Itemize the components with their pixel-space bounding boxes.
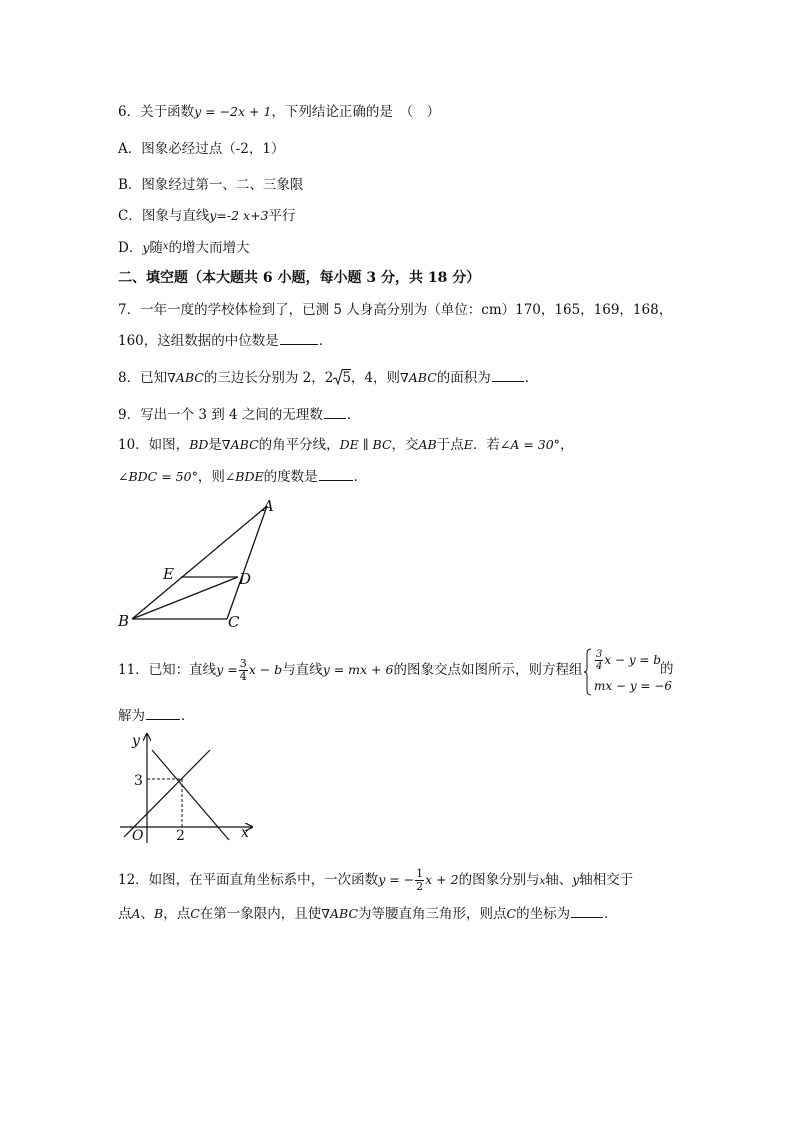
q11-sys-row1 bbox=[594, 649, 661, 672]
fig11-label-3: 3 bbox=[134, 773, 143, 789]
q12-x: x bbox=[539, 876, 546, 887]
q10-angle-a: ∠A = 30° bbox=[499, 437, 560, 452]
fig11-label-o: O bbox=[132, 828, 144, 844]
fig10-label-e: E bbox=[163, 565, 174, 583]
q6-option-a: A．图象必经过点（-2，1） bbox=[118, 141, 285, 157]
q10-line1 bbox=[118, 436, 573, 454]
q10-p1: 10．如图， bbox=[118, 437, 190, 453]
fig10-label-c: C bbox=[228, 613, 240, 631]
q12-frac-num: 1 bbox=[416, 867, 424, 880]
q9-answer-blank bbox=[324, 406, 346, 419]
q12-a: A bbox=[131, 906, 141, 921]
q6-option-c-prefix: C．图象与直线 bbox=[118, 208, 210, 224]
q11-sys-row1-rhs: x − y = b bbox=[604, 653, 661, 667]
q7-line2: 160，这组数据的中位数是 ． bbox=[118, 333, 333, 349]
q10-p2: 是 bbox=[208, 437, 222, 453]
q8-sqrt bbox=[333, 369, 351, 387]
sqrt-sign-icon bbox=[333, 369, 343, 385]
fig11-label-y: y bbox=[132, 733, 140, 749]
q8-stem: 8．已知∇ABC的三边长分别为 2，2 5，4，则∇ABC的面积为 ． bbox=[118, 370, 539, 386]
fig11-label-x: x bbox=[241, 825, 249, 841]
q10-p6: ．若 bbox=[472, 437, 500, 453]
q8-p3: ，4，则 bbox=[350, 370, 401, 386]
q10-p9: 的度数是 bbox=[263, 469, 318, 485]
q12-line2-p5: 为等腰直角三角形，则点 bbox=[358, 906, 507, 922]
q10-p7: ， bbox=[559, 437, 574, 453]
q12-y-rhs: x + 2 bbox=[425, 872, 459, 887]
q10-angle-bdc: ∠BDC = 50° bbox=[118, 469, 198, 484]
q12-p3: 轴、 bbox=[545, 872, 573, 888]
q9-stem: 9．写出一个 3 到 4 之间的无理数 ． bbox=[118, 407, 361, 423]
segment-bd bbox=[132, 577, 238, 619]
q12-y-lhs: y = − bbox=[378, 872, 415, 887]
q12-p1: 12．如图，在平面直角坐标系中，一次函数 bbox=[118, 872, 379, 888]
q8-p1: 8．已知 bbox=[118, 370, 168, 386]
q11-answer-blank bbox=[146, 707, 180, 720]
q11-figure bbox=[112, 730, 257, 848]
q6-option-b: B．图象经过第一、二、三象限 bbox=[118, 177, 304, 193]
q11-sys-row2: mx − y = −6 bbox=[594, 679, 672, 693]
q12-line2-p3: ，点 bbox=[163, 906, 191, 922]
q11-equation-system bbox=[584, 648, 672, 696]
left-brace-icon bbox=[584, 648, 592, 696]
q11-fraction bbox=[239, 658, 248, 683]
q10-answer-blank bbox=[319, 468, 353, 481]
q12-triangle: ∇ABC bbox=[321, 906, 359, 921]
q12-line2: 点A、B，点C在第一象限内，且使∇ABC为等腰直角三角形，则点C的坐标为 ． bbox=[118, 906, 618, 922]
q11-sys-frac-den: 4 bbox=[596, 661, 603, 672]
q10-line2: ∠BDC = 50°，则∠BDE的度数是 ． bbox=[118, 469, 368, 485]
q8-sqrt-value: 5 bbox=[342, 370, 351, 386]
fig11-label-2: 2 bbox=[176, 828, 185, 844]
q6-function: y = −2x + 1 bbox=[194, 104, 272, 119]
q7-line1: 7．一年一度的学校体检到了，已测 5 人身高分别为（单位：cm）170，165，169，168， bbox=[118, 302, 673, 318]
q11-y2: y = mx + 6 bbox=[322, 662, 394, 677]
q12-c: C bbox=[190, 906, 200, 921]
q8-p4: 的面积为 bbox=[436, 370, 491, 386]
q12-b: B bbox=[154, 906, 164, 921]
q11-frac-den: 4 bbox=[239, 670, 247, 683]
q6-option-d-x: x bbox=[162, 241, 169, 252]
q6-stem-prefix: 6．关于函数 bbox=[118, 104, 195, 120]
q10-p5: 于点 bbox=[436, 437, 464, 453]
q11-p3: 的图象交点如图所示，则方程组 bbox=[393, 662, 583, 678]
q12-p2: 的图象分别与 bbox=[458, 872, 540, 888]
q12-line1 bbox=[118, 868, 633, 893]
q6-option-c-expr: y=-2 x+3 bbox=[209, 208, 269, 223]
q6-option-c bbox=[118, 207, 296, 225]
q11-frac-num: 3 bbox=[239, 657, 247, 670]
q6-stem-suffix: ，下列结论正确的是 （ ） bbox=[271, 104, 441, 120]
q12-line2-p2: 、 bbox=[140, 906, 155, 922]
line-y1 bbox=[124, 750, 210, 837]
q10-angle-bde: ∠BDE bbox=[224, 469, 264, 484]
q12-answer-blank bbox=[571, 905, 603, 918]
fig10-label-b: B bbox=[118, 612, 130, 630]
q10-triangle: ∇ABC bbox=[221, 437, 259, 452]
q11-sys-fraction bbox=[595, 649, 603, 672]
section-2-heading: 二、填空题（本大题共 6 小题，每小题 3 分，共 18 分） bbox=[118, 270, 481, 286]
q11-p2: 与直线 bbox=[282, 662, 323, 678]
q6-option-d-prefix: D． bbox=[118, 240, 143, 256]
q12-frac-den: 2 bbox=[416, 880, 424, 893]
fig10-label-a: A bbox=[263, 497, 274, 515]
q11-line2: 解为 ． bbox=[118, 708, 195, 724]
q11-line1 bbox=[118, 658, 582, 683]
q12-fraction bbox=[415, 868, 424, 893]
q6-option-d bbox=[118, 238, 250, 257]
q12-line2-p1: 点 bbox=[118, 906, 132, 922]
q9-text: 9．写出一个 3 到 4 之间的无理数 bbox=[118, 407, 323, 423]
q11-sys-frac-num: 3 bbox=[596, 649, 603, 660]
q8-answer-blank bbox=[492, 369, 524, 382]
q12-y: y bbox=[572, 872, 580, 887]
q11-y1-lhs: y = bbox=[216, 662, 238, 677]
q10-de-bc: DE ∥ BC bbox=[339, 437, 392, 452]
q10-p8: ，则 bbox=[197, 469, 225, 485]
q11-y1-rhs: x − b bbox=[248, 662, 283, 677]
q8-p2: 的三边长分别为 2，2 bbox=[203, 370, 334, 386]
q10-p3: 的角平分线， bbox=[258, 437, 340, 453]
q12-line2-p6: 的坐标为 bbox=[516, 906, 571, 922]
q12-p4: 轴相交于 bbox=[579, 872, 634, 888]
q10-bd: BD bbox=[189, 437, 209, 452]
q6-option-d-suffix: 的增大而增大 bbox=[168, 240, 250, 256]
q11-p4: 的 bbox=[660, 661, 674, 677]
q10-figure bbox=[110, 495, 290, 635]
q10-ab: AB bbox=[418, 437, 437, 452]
fig10-label-d: D bbox=[239, 570, 252, 588]
q12-line2-p4: 在第一象限内，且使 bbox=[199, 906, 322, 922]
q6-option-d-y: y bbox=[142, 240, 150, 255]
q6-option-d-mid: 随 bbox=[149, 240, 163, 256]
q10-e: E bbox=[463, 437, 473, 452]
q7-answer-blank bbox=[280, 332, 318, 345]
q11-line2-text: 解为 bbox=[118, 708, 145, 724]
q6-stem bbox=[118, 103, 440, 121]
q10-p4: ，交 bbox=[391, 437, 419, 453]
q6-option-c-suffix: 平行 bbox=[268, 208, 296, 224]
q8-triangle-2: ∇ABC bbox=[400, 370, 437, 385]
q11-p1: 11．已知：直线 bbox=[118, 662, 217, 678]
q8-triangle: ∇ABC bbox=[167, 370, 204, 385]
q7-line2-text: 160，这组数据的中位数是 bbox=[118, 333, 279, 349]
q12-c2: C bbox=[506, 906, 517, 921]
